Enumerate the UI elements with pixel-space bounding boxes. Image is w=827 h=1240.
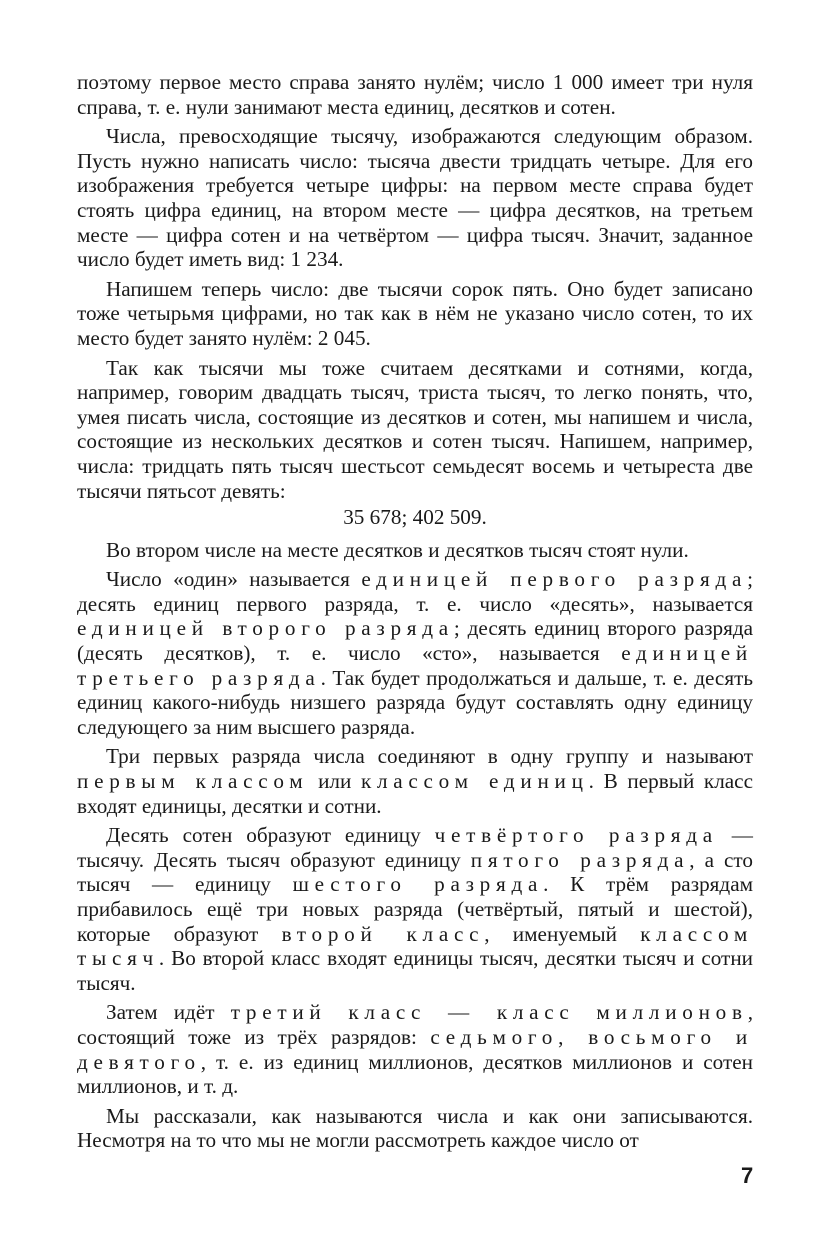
text-segment: , т. е. из единиц миллионов, десятков миллионов и сотен миллионов, и т. д. <box>77 1049 753 1099</box>
paragraph-5: Во втором числе на месте десятков и десятков тысяч стоят нули. <box>106 537 689 562</box>
spaced-term: классом тысяч <box>77 921 753 971</box>
spaced-term: шестого разряда <box>292 872 544 897</box>
paragraph-2: Числа, превосходящие тысячу, изображаются следующим образом. Пусть нужно написать число: тысяча двести тридцать четыре. Для его изображения требуется четыре цифры: на первом месте справа будет стоять цифра единиц, на втором месте — цифра десятков, на третьем месте — цифра сотен и на четвёртом — цифра тысяч. Значит, заданное число будет иметь вид: 1 234. <box>77 124 753 272</box>
paragraph-4: Так как тысячи мы тоже считаем десятками и сотнями, когда, например, говорим двадцать тысяч, триста тысяч, то легко понять, что, умея писать числа, состоящие из десятков и сотен, мы напишем и числа, состоящие из нескольких десятков и сотен тысяч. Напишем, например, числа: тридцать пять тысяч шестьсот семьдесят восемь и четыреста две тысячи пятьсот девять: <box>77 355 753 503</box>
spaced-term: первым классом <box>77 769 309 794</box>
text-segment: . Так будет продолжаться и дальше, т. е. десять единиц какого-нибудь низшего разряда будут составлять одну единицу следующего за ним высшего разряда. <box>77 665 754 739</box>
spaced-term: единицей третьего разряда <box>77 641 753 690</box>
text-segment: . К трём разрядам прибавилось ещё три новых разряда (четвёртый, пятый и шестой), которые образуют <box>77 872 754 946</box>
text-segment: . В первый класс входят единицы, десятки и сотни. <box>77 769 753 818</box>
paragraph-last: Мы рассказали, как называются числа и как они записываются. Несмотря на то что мы не могли рассмотреть каждое число от <box>77 1103 753 1153</box>
paragraph-3: Напишем теперь число: две тысячи сорок пять. Оно будет записано тоже четырьмя цифрами, но так как в нём не указано число сотен, то их место будет занято нулём: 2 045. <box>77 276 753 350</box>
spaced-term: второй класс <box>281 921 485 946</box>
text-segment: . Во второй класс входят единицы тысяч, десятки тысяч и сотни тысяч. <box>77 946 753 995</box>
text-segment: , а сто тысяч — единицу <box>77 847 753 897</box>
page-number: 7 <box>741 1163 754 1188</box>
page-text <box>77 70 753 1158</box>
text-segment: — тысячу. Десять тысяч образуют единицу <box>77 823 753 872</box>
spaced-term: четвёртого разряда <box>434 823 718 848</box>
paragraph-1: поэтому первое место справа занято нулём; число 1 000 имеет три нуля справа, т. е. нули занимают места единиц, десятков и сотен. <box>77 70 753 119</box>
text-segment: Десять сотен образуют единицу <box>106 823 435 848</box>
text-segment: Три первых разряда числа соединяют в одну группу и называют <box>106 744 753 769</box>
spaced-term: третий класс — класс миллионов <box>230 1000 748 1025</box>
text-segment: , именуемый <box>484 921 641 946</box>
paragraph-class-2 <box>77 823 753 995</box>
spaced-term: классом единиц <box>360 769 589 794</box>
numbers-example: 35 678; 402 509. <box>343 505 487 530</box>
spaced-term: единицей второго разряда <box>77 616 454 641</box>
text-segment: Число «один» называется <box>106 567 362 592</box>
paragraph-razryad <box>77 567 753 739</box>
paragraph-class-3 <box>77 1000 753 1098</box>
text-segment: , состоящий тоже из трёх разрядов: <box>77 1000 753 1049</box>
text-segment: ; десять единиц второго разряда (десять десятков), т. е. число «сто», называется <box>77 616 753 666</box>
text-segment: или <box>308 769 361 794</box>
paragraph-class-1 <box>77 744 753 818</box>
spaced-term: единицей первого разряда <box>361 567 748 592</box>
spaced-term: пятого разряда <box>470 847 690 872</box>
text-segment: Затем идёт <box>106 1000 231 1025</box>
text-segment: ; десять единиц первого разряда, т. е. число «десять», называется <box>77 567 753 616</box>
spaced-term: седьмого, восьмого и девятого <box>77 1024 753 1074</box>
